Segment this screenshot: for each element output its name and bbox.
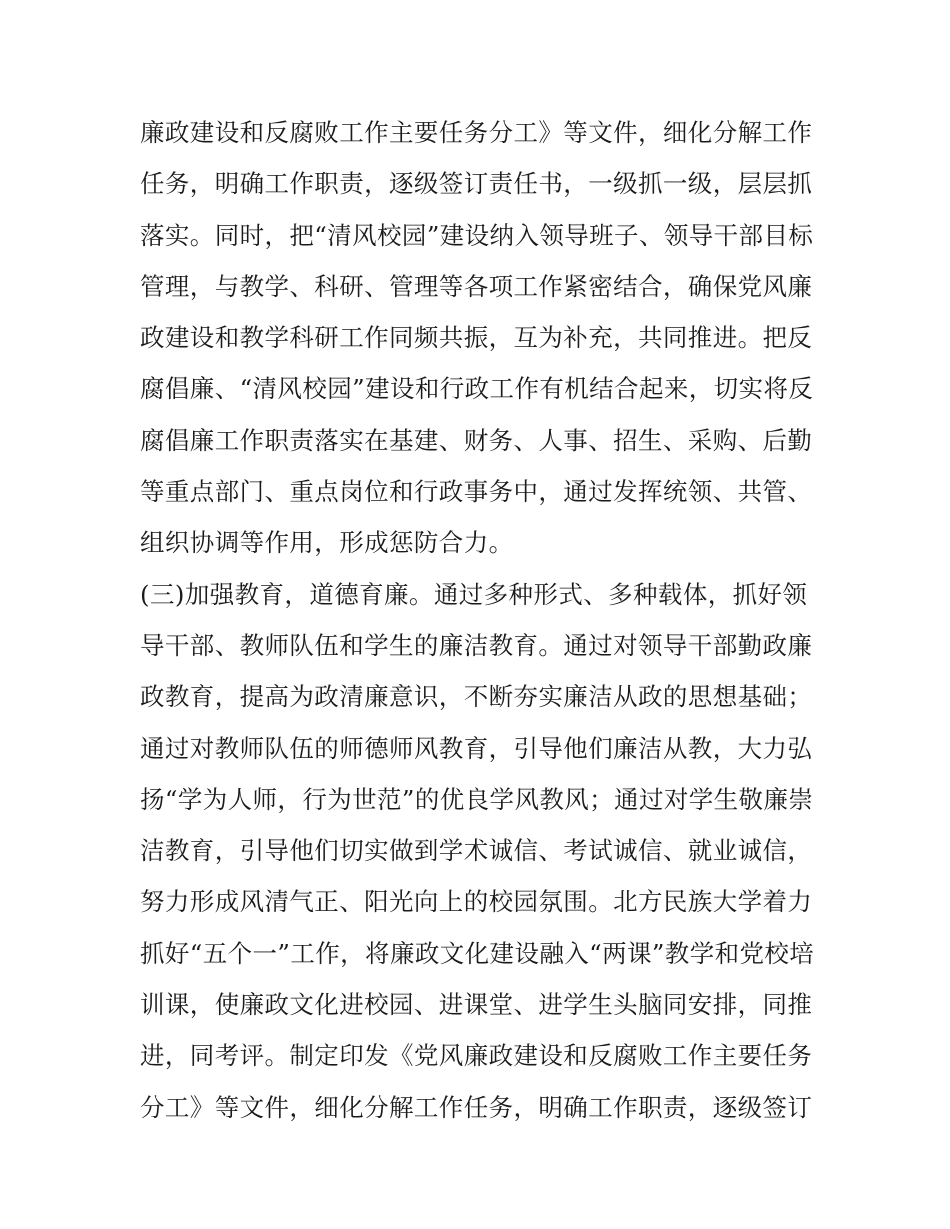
text-line: 训课，使廉政文化进校园、进课堂、进学生头脑同安排，同推	[140, 990, 813, 1020]
section-heading-line: (三)加强教育，道德育廉。通过多种形式、多种载体，抓好领	[140, 579, 808, 609]
text-line: 扬“学为人师，行为世范”的优良学风教风；通过对学生敬廉崇	[140, 784, 814, 814]
text-line: 腐倡廉、“清风校园”建设和行政工作有机结合起来，切实将反	[140, 374, 814, 404]
text-line: 政教育，提高为政清廉意识，不断夯实廉洁从政的思想基础；	[140, 682, 813, 712]
text-line: 通过对教师队伍的师德师风教育，引导他们廉洁从教，大力弘	[140, 733, 813, 763]
document-body	[140, 107, 820, 1133]
text-line: 导干部、教师队伍和学生的廉洁教育。通过对领导干部勤政廉	[140, 630, 813, 660]
text-line: 组织协调等作用，形成惩防合力。	[140, 528, 514, 558]
text-line: 等重点部门、重点岗位和行政事务中，通过发挥统领、共管、	[140, 477, 813, 507]
text-line: 落实。同时，把“清风校园”建设纳入领导班子、领导干部目标	[140, 220, 814, 250]
text-line: 任务，明确工作职责，逐级签订责任书，一级抓一级，层层抓	[140, 169, 813, 199]
text-line: 努力形成风清气正、阳光向上的校园氛围。北方民族大学着力	[140, 887, 813, 917]
text-line: 抓好“五个一”工作，将廉政文化建设融入“两课”教学和党校培	[140, 938, 815, 968]
text-line: 洁教育，引导他们切实做到学术诚信、考试诚信、就业诚信，	[140, 836, 813, 866]
text-line: 进，同考评。制定印发《党风廉政建设和反腐败工作主要任务	[140, 1041, 813, 1071]
text-line: 廉政建设和反腐败工作主要任务分工》等文件，细化分解工作	[140, 118, 813, 147]
text-line: 管理，与教学、科研、管理等各项工作紧密结合，确保党风廉	[140, 271, 813, 301]
text-line: 政建设和教学科研工作同频共振，互为补充，共同推进。把反	[140, 323, 813, 353]
text-line: 腐倡廉工作职责落实在基建、财务、人事、招生、采购、后勤	[140, 425, 813, 455]
text-line: 分工》等文件，细化分解工作任务，明确工作职责，逐级签订	[140, 1092, 813, 1122]
